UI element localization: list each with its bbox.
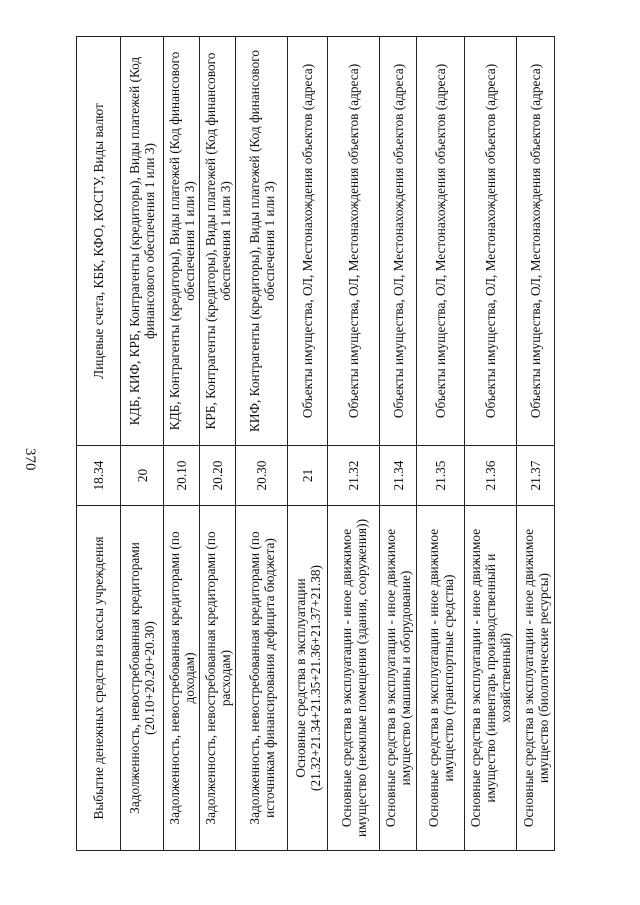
row-attributes-cell: Объекты имущества, ОЛ, Местонахождения объектов (адреса) [465, 37, 517, 446]
row-attributes-cell: КИФ, Контрагенты (кредиторы), Виды платежей (Код финансового обеспечения 1 или 3) [236, 37, 288, 446]
row-attributes-cell: КРБ, Контрагенты (кредиторы), Виды платежей (Код финансового обеспечения 1 или 3) [200, 37, 236, 446]
row-name-cell: Основные средства в эксплуатации - иное движимое имущество (биологические ресурсы) [517, 506, 555, 851]
row-name-cell: Основные средства в эксплуатации - иное движимое имущество (транспортные средства) [417, 506, 465, 851]
row-code-cell: 20.10 [164, 446, 200, 506]
row-code-cell: 21 [288, 446, 328, 506]
row-name-cell: Задолженность, невостребованная кредиторами (по расходам) [200, 506, 236, 851]
row-attributes-cell: КДБ, КИФ, КРБ, Контрагенты (кредиторы), Виды платежей (Код финансового обеспечения 1 или 3) [121, 37, 164, 446]
rotated-page-content [76, 37, 554, 851]
row-name-cell: Задолженность, невостребованная кредиторами (по источникам финансирования дефицита бюджета) [236, 506, 288, 851]
row-attributes-cell: Лицевые счета, КБК, КФО, КОСГУ, Виды валют [77, 37, 121, 446]
row-code-cell: 21.35 [417, 446, 465, 506]
row-name-cell: Основные средства в эксплуатации - иное движимое имущество (инвентарь производственный и хозяйственный) [465, 506, 517, 851]
table-row [517, 37, 555, 851]
accounts-table [76, 36, 555, 851]
table-row [417, 37, 465, 851]
row-name-cell: Выбытие денежных средств из кассы учреждения [77, 506, 121, 851]
row-code-cell: 21.37 [517, 446, 555, 506]
row-code-cell: 18.34 [77, 446, 121, 506]
row-name-cell: Основные средства в эксплуатации - иное движимое имущество (машины и оборудование) [380, 506, 417, 851]
row-name-cell: Задолженность, невостребованная кредиторами (20.10+20.20+20.30) [121, 506, 164, 851]
row-name-cell: Основные средства в эксплуатации - иное движимое имущество (нежилые помещения (здания, сооружения)) [328, 506, 380, 851]
table-row [288, 37, 328, 851]
row-attributes-cell: Объекты имущества, ОЛ, Местонахождения объектов (адреса) [417, 37, 465, 446]
row-attributes-cell: Объекты имущества, ОЛ, Местонахождения объектов (адреса) [517, 37, 555, 446]
row-code-cell: 20.30 [236, 446, 288, 506]
row-code-cell: 21.36 [465, 446, 517, 506]
row-code-cell: 21.34 [380, 446, 417, 506]
table-row [465, 37, 517, 851]
row-code-cell: 21.32 [328, 446, 380, 506]
table-row [200, 37, 236, 851]
row-attributes-cell: Объекты имущества, ОЛ, Местонахождения объектов (адреса) [288, 37, 328, 446]
row-attributes-cell: Объекты имущества, ОЛ, Местонахождения объектов (адреса) [328, 37, 380, 446]
row-code-cell: 20 [121, 446, 164, 506]
row-code-cell: 20.20 [200, 446, 236, 506]
accounts-table-body [77, 37, 555, 851]
table-row [380, 37, 417, 851]
row-attributes-cell: КДБ, Контрагенты (кредиторы), Виды платежей (Код финансового обеспечения 1 или 3) [164, 37, 200, 446]
row-name-cell: Основные средства в эксплуатации (21.32+21.34+21.35+21.36+21.37+21.38) [288, 506, 328, 851]
table-row [121, 37, 164, 851]
table-row [164, 37, 200, 851]
table-row [236, 37, 288, 851]
table-row [77, 37, 121, 851]
page-number: 370 [22, 448, 38, 471]
table-row [328, 37, 380, 851]
row-name-cell: Задолженность, невостребованная кредиторами (по доходам) [164, 506, 200, 851]
row-attributes-cell: Объекты имущества, ОЛ, Местонахождения объектов (адреса) [380, 37, 417, 446]
